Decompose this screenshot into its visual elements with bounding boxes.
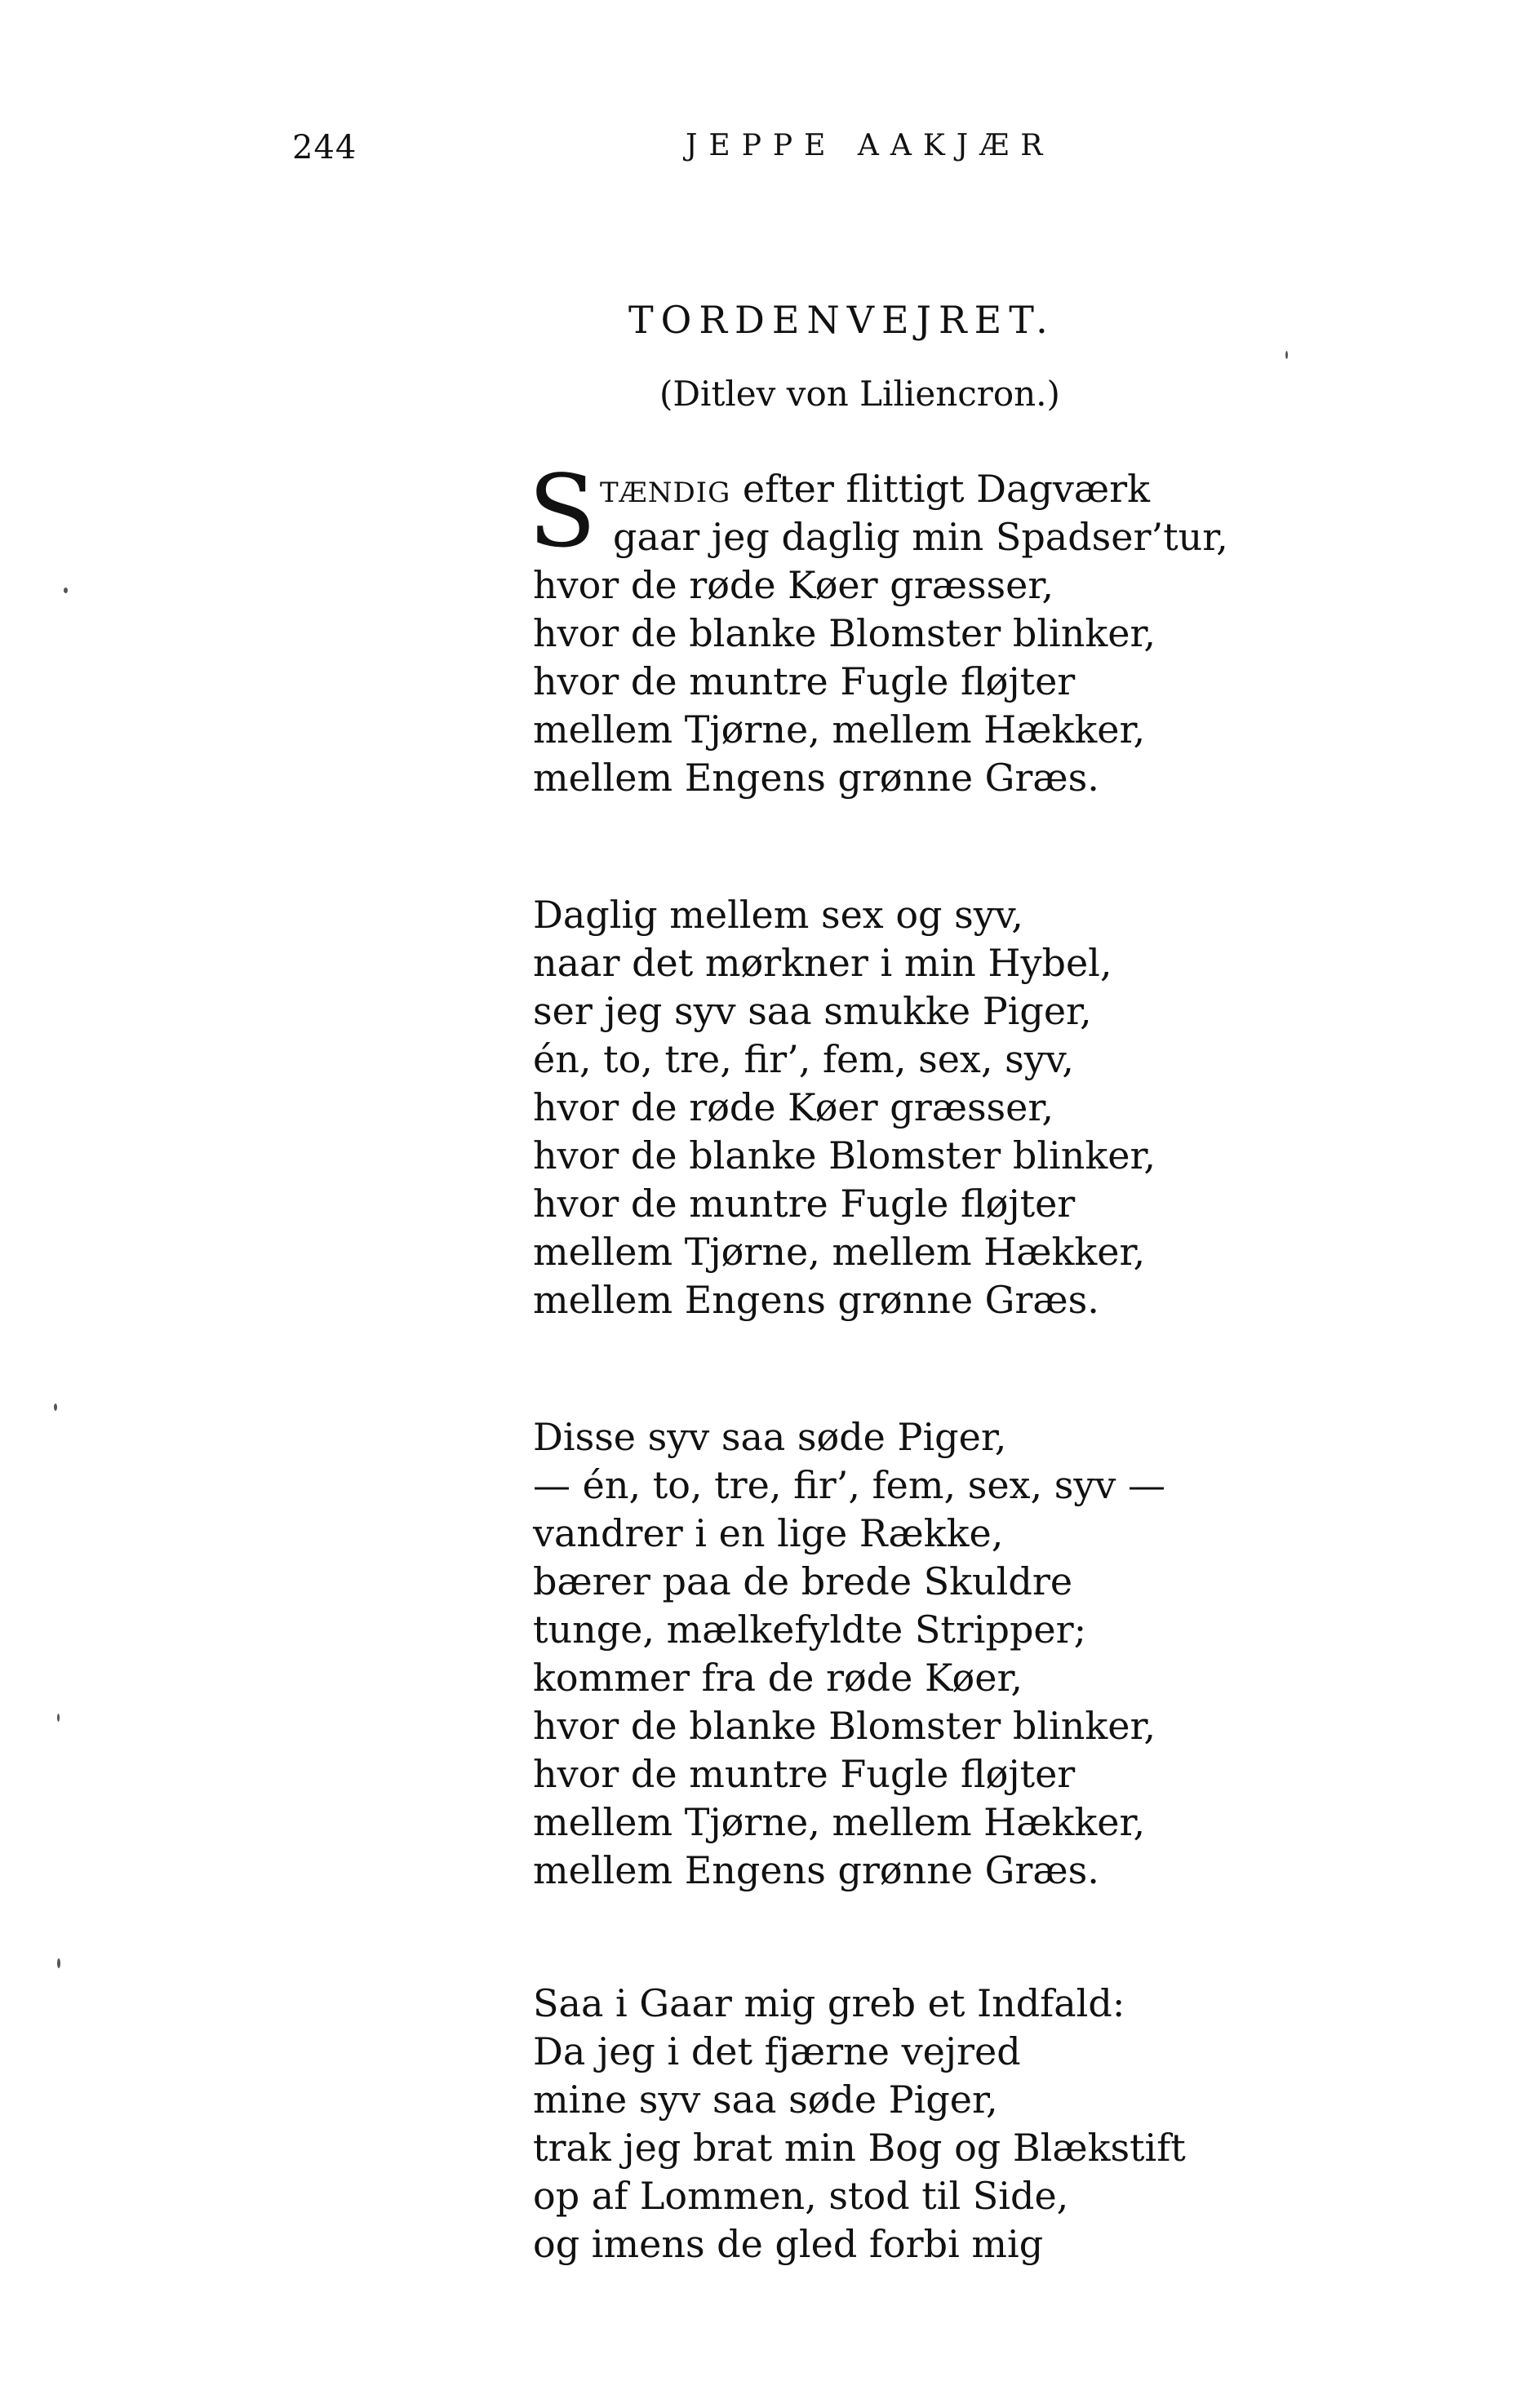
stanza-line: mellem Engens grønne Græs. — [533, 1848, 1099, 1892]
stanza-line: — én, to, tre, fir’, fem, sex, syv — — [533, 1463, 1165, 1507]
stanza-line: op af Lommen, stod til Side, — [533, 2174, 1069, 2218]
stanza-line: mellem Tjørne, mellem Hækker, — [533, 1800, 1146, 1844]
stanza-line: ser jeg syv saa smukke Piger, — [533, 989, 1092, 1033]
stanza-line: vandrer i en lige Række, — [533, 1511, 1004, 1555]
scan-speck — [1285, 351, 1288, 359]
stanza-line: Da jeg i det fjærne vejred — [533, 2029, 1021, 2073]
stanza-line: hvor de muntre Fugle fløjter — [533, 659, 1076, 703]
page-number: 244 — [292, 129, 357, 166]
first-word-smallcaps: TÆNDIG — [600, 477, 731, 509]
stanza-line: og imens de gled forbi mig — [533, 2222, 1044, 2266]
poem-title: TORDENVEJRET. — [628, 298, 1055, 342]
stanza-line: Saa i Gaar mig greb et Indfald: — [533, 1981, 1125, 2025]
scan-speck — [57, 1958, 60, 1968]
stanza-line: trak jeg brat min Bog og Blækstift — [533, 2126, 1186, 2170]
stanza-line: mine syv saa søde Piger, — [533, 2078, 998, 2122]
stanza-line: hvor de røde Køer græsser, — [533, 1085, 1054, 1129]
stanza-line: tunge, mælkefyldte Stripper; — [533, 1608, 1087, 1652]
stanza-4 — [533, 1980, 1349, 2268]
stanza-line: naar det mørkner i min Hybel, — [533, 941, 1112, 985]
stanza-1 — [528, 454, 1349, 802]
stanza-line: mellem Tjørne, mellem Hækker, — [533, 707, 1146, 752]
stanza-line: hvor de røde Køer græsser, — [533, 563, 1054, 607]
stanza-line: Daglig mellem sex og syv, — [533, 893, 1023, 937]
scan-speck — [64, 588, 68, 593]
stanza-line: hvor de blanke Blomster blinker, — [533, 611, 1156, 655]
running-header-author: JEPPE AAKJÆR — [686, 129, 1054, 162]
stanza-line: Disse syv saa søde Piger, — [533, 1415, 1007, 1459]
stanza-line: hvor de blanke Blomster blinker, — [533, 1704, 1156, 1748]
stanza-line: hvor de blanke Blomster blinker, — [533, 1133, 1156, 1177]
stanza-3 — [533, 1413, 1349, 1895]
stanza-line: hvor de muntre Fugle fløjter — [533, 1752, 1076, 1796]
stanza-line: hvor de muntre Fugle fløjter — [533, 1182, 1076, 1226]
stanza-line: mellem Engens grønne Græs. — [533, 1278, 1099, 1322]
poem-subtitle: (Ditlev von Liliencron.) — [659, 374, 1060, 414]
stanza-line: mellem Engens grønne Græs. — [533, 756, 1099, 800]
scan-speck — [57, 1714, 60, 1722]
stanza-line: én, to, tre, fir’, fem, sex, syv, — [533, 1037, 1074, 1081]
scan-speck — [54, 1404, 57, 1411]
stanza-line: kommer fra de røde Køer, — [533, 1656, 1023, 1700]
stanza-line: bærer paa de brede Skuldre — [533, 1559, 1073, 1603]
drop-cap: S — [528, 454, 597, 570]
first-line-text: efter flittigt Dagværk — [730, 467, 1150, 511]
stanza-line: mellem Tjørne, mellem Hækker, — [533, 1230, 1146, 1274]
stanza-line: gaar jeg daglig min Spadser’tur, — [613, 515, 1228, 559]
stanza-2 — [533, 891, 1349, 1324]
